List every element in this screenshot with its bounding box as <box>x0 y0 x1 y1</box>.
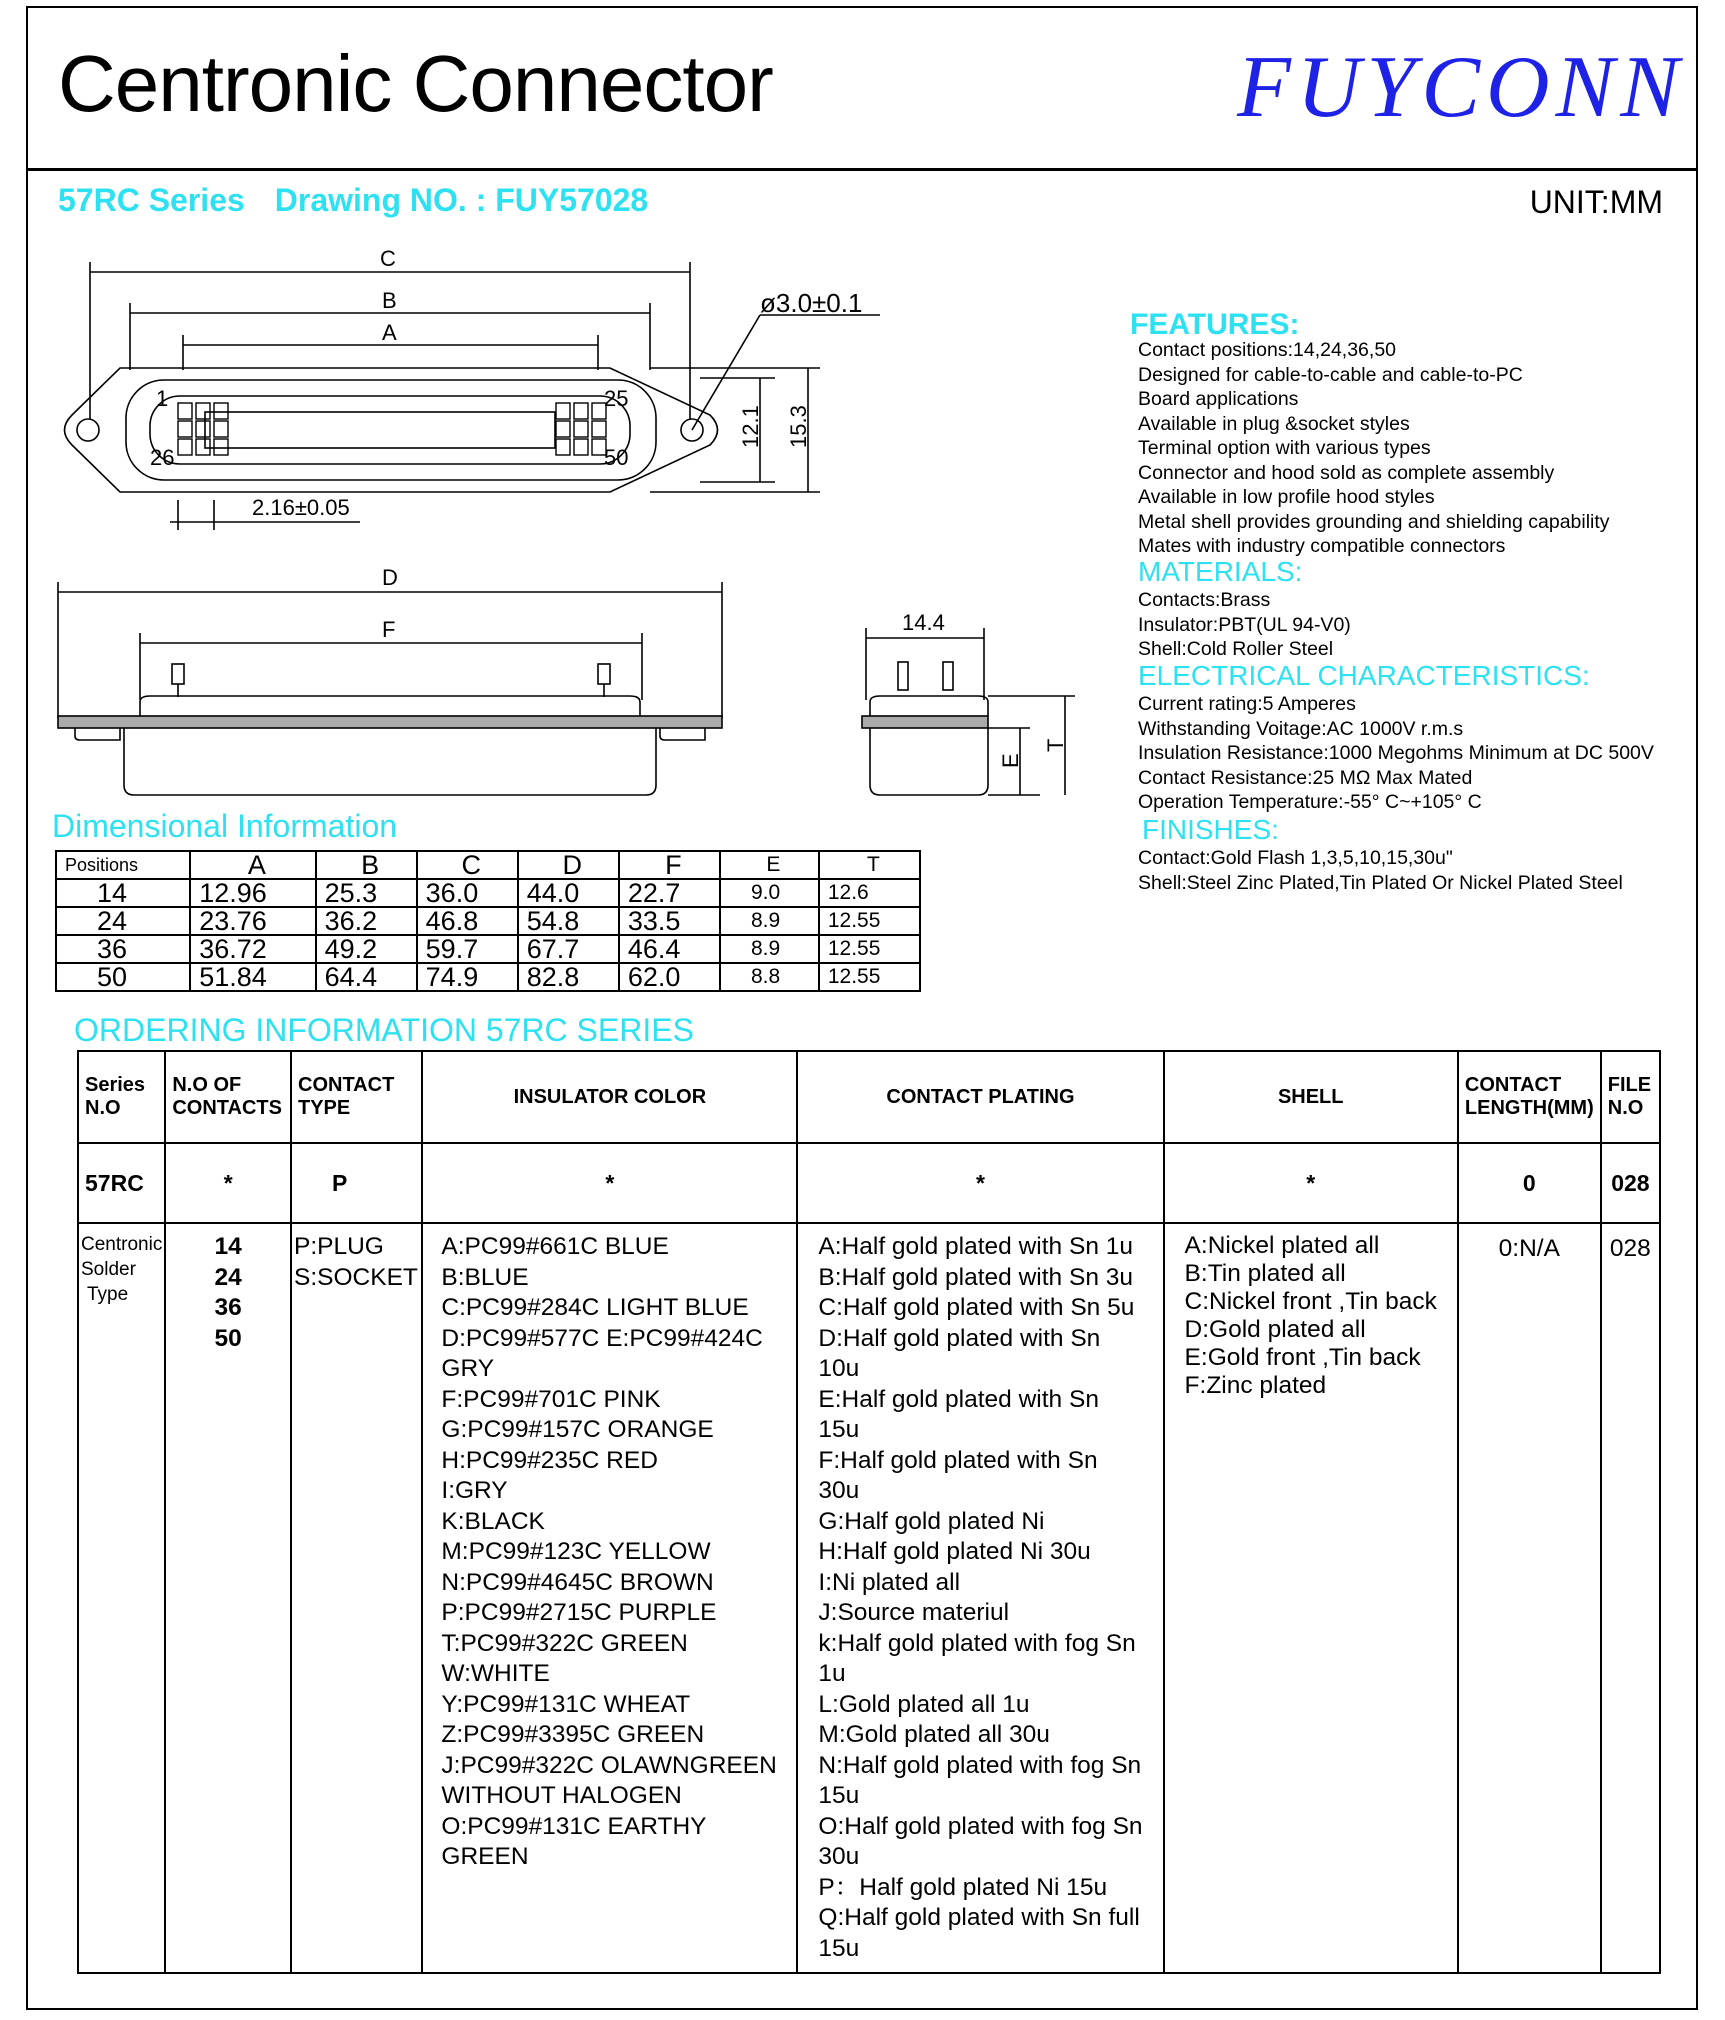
list-item: 36 <box>214 1294 242 1321</box>
cell: 12.55 <box>819 935 920 963</box>
cell: 12.6 <box>819 879 920 907</box>
code-shell: * <box>1164 1143 1458 1223</box>
dimension-table <box>55 850 921 992</box>
feature-item: Board applications <box>1138 388 1299 410</box>
material-item: Shell:Cold Roller Steel <box>1138 638 1334 660</box>
header-divider <box>26 168 1698 171</box>
cell: 36 <box>56 935 190 963</box>
list-item: J:PC99#322C OLAWNGREEN <box>441 1751 777 1779</box>
list-item: O:Half gold plated with fog Sn <box>818 1812 1143 1840</box>
list-item: G:Half gold plated Ni <box>818 1507 1045 1535</box>
pin-label-1: 1 <box>156 386 169 411</box>
cell: 50 <box>56 963 190 991</box>
cell: 12.96 <box>190 879 315 907</box>
electrical-heading: ELECTRICAL CHARACTERISTICS: <box>1138 660 1590 691</box>
list-item: 10u <box>818 1355 860 1382</box>
header-file-no: FILE N.O <box>1601 1051 1660 1143</box>
code-file: 028 <box>1601 1143 1660 1223</box>
list-item: I:GRY <box>441 1477 508 1504</box>
finish-item: Shell:Steel Zinc Plated,Tin Plated Or Nickel Plated Steel <box>1138 871 1623 894</box>
cell: 9.0 <box>720 879 819 907</box>
list-item: M:Gold plated all 30u <box>818 1721 1050 1748</box>
series-line <box>58 182 648 219</box>
list-item: C:Nickel front ,Tin back <box>1184 1288 1437 1315</box>
pin-label-26: 26 <box>150 445 175 470</box>
header-shell: SHELL <box>1164 1051 1458 1143</box>
dim-label-e: E <box>998 753 1023 768</box>
list-item: GRY <box>441 1355 495 1382</box>
file-option: 028 <box>1601 1223 1660 1973</box>
list-item: W:WHITE <box>441 1660 550 1687</box>
list-item: Centronic <box>81 1234 163 1255</box>
electrical-list <box>1138 692 1654 815</box>
material-item: Contacts:Brass <box>1138 589 1271 611</box>
series-name: 57RC Series <box>58 182 245 218</box>
drawing-number: Drawing NO. : FUY57028 <box>274 182 649 218</box>
header-e: E <box>720 851 819 879</box>
header-b: B <box>316 851 417 879</box>
list-item: K:BLACK <box>441 1507 545 1535</box>
dim-label-c: C <box>380 246 396 271</box>
list-item: G:PC99#157C ORANGE <box>441 1416 714 1443</box>
list-item: WITHOUT HALOGEN <box>441 1782 682 1809</box>
features-list <box>1138 338 1610 559</box>
list-item: I:Ni plated all <box>818 1568 961 1596</box>
dim-label-a: A <box>382 320 397 345</box>
features-heading: FEATURES: <box>1130 308 1300 341</box>
dim-label-t: T <box>1043 738 1068 752</box>
finishes-list <box>1138 846 1623 895</box>
header-f: F <box>619 851 720 879</box>
header-c: C <box>417 851 518 879</box>
list-item: k:Half gold plated with fog Sn <box>818 1629 1136 1657</box>
technical-drawing <box>40 240 1100 800</box>
cell: 59.7 <box>417 935 518 963</box>
code-series: 57RC <box>78 1143 165 1223</box>
list-item: C:PC99#284C LIGHT BLUE <box>441 1294 749 1321</box>
cell: 74.9 <box>417 963 518 991</box>
electrical-item: Contact Resistance:25 MΩ Max Mated <box>1138 766 1473 789</box>
list-item: 24 <box>214 1263 242 1291</box>
list-item: B:Half gold plated with Sn 3u <box>818 1263 1134 1291</box>
dim-label-h1: 12.1 <box>738 405 763 448</box>
list-item: N:PC99#4645C BROWN <box>441 1568 714 1596</box>
list-item: 14 <box>214 1233 242 1260</box>
cell: 67.7 <box>518 935 619 963</box>
electrical-item: Operation Temperature:-55° C~+105° C <box>1138 791 1482 813</box>
list-item: Q:Half gold plated with Sn full <box>818 1904 1140 1931</box>
ordering-table <box>77 1050 1661 1974</box>
cell: 33.5 <box>619 907 720 935</box>
insulator-options <box>422 1223 797 1973</box>
feature-item: Contact positions:14,24,36,50 <box>1138 339 1397 361</box>
table-row <box>56 935 920 963</box>
list-item: Type <box>87 1284 129 1305</box>
cell: 24 <box>56 907 190 935</box>
feature-item: Metal shell provides grounding and shielding capability <box>1138 510 1610 533</box>
materials-heading: MATERIALS: <box>1138 556 1303 587</box>
list-item: 15u <box>818 1934 860 1962</box>
cell: 8.9 <box>720 907 819 935</box>
feature-item: Designed for cable-to-cable and cable-to-PC <box>1138 363 1523 386</box>
cell: 8.9 <box>720 935 819 963</box>
code-type: P <box>291 1143 422 1223</box>
cell: 51.84 <box>190 963 315 991</box>
cell: 23.76 <box>190 907 315 935</box>
list-item: Solder <box>81 1259 136 1280</box>
ordering-options-row <box>78 1223 1660 1973</box>
electrical-item: Insulation Resistance:1000 Megohms Minimum at DC 500V <box>1138 742 1654 764</box>
list-item: F:Half gold plated with Sn <box>818 1446 1098 1474</box>
list-item: H:PC99#235C RED <box>441 1446 658 1474</box>
list-item: C:Half gold plated with Sn 5u <box>818 1294 1135 1321</box>
material-item: Insulator:PBT(UL 94-V0) <box>1138 613 1351 636</box>
list-item: D:Gold plated all <box>1184 1316 1366 1343</box>
list-item: 1u <box>818 1660 846 1687</box>
list-item: E:Half gold plated with Sn <box>818 1385 1099 1413</box>
dim-label-w: 14.4 <box>902 610 945 635</box>
cell: 36.2 <box>316 907 417 935</box>
electrical-item: Current rating:5 Amperes <box>1138 693 1356 715</box>
cell: 46.8 <box>417 907 518 935</box>
table-row <box>56 907 920 935</box>
cell: 22.7 <box>619 879 720 907</box>
dim-label-b: B <box>382 288 397 313</box>
dim-label-h2: 15.3 <box>786 405 811 448</box>
cell: 54.8 <box>518 907 619 935</box>
cell: 25.3 <box>316 879 417 907</box>
cell: 46.4 <box>619 935 720 963</box>
list-item: 30u <box>818 1843 860 1870</box>
cell: 12.55 <box>819 963 920 991</box>
list-item: A:Half gold plated with Sn 1u <box>818 1233 1134 1260</box>
header-a: A <box>190 851 315 879</box>
list-item: D:PC99#577C E:PC99#424C <box>441 1324 763 1352</box>
pin-label-25: 25 <box>604 386 629 411</box>
feature-item: Available in plug &socket styles <box>1138 412 1410 435</box>
list-item: A:Nickel plated all <box>1184 1232 1380 1259</box>
code-plating: * <box>797 1143 1163 1223</box>
list-item: P:PLUG <box>294 1233 384 1260</box>
list-item: O:PC99#131C EARTHY <box>441 1812 707 1840</box>
unit-label: UNIT:MM <box>1529 184 1663 220</box>
dim-label-d: D <box>382 565 398 590</box>
list-item: F:Zinc plated <box>1184 1372 1327 1399</box>
header-d: D <box>518 851 619 879</box>
list-item: GREEN <box>441 1843 529 1870</box>
list-item: H:Half gold plated Ni 30u <box>818 1538 1091 1565</box>
header-contact-type: CONTACT TYPE <box>291 1051 422 1143</box>
cell: 8.8 <box>720 963 819 991</box>
dimensional-heading: Dimensional Information <box>52 808 398 844</box>
plating-options <box>797 1223 1163 1973</box>
cell: 36.0 <box>417 879 518 907</box>
contacts-options <box>165 1223 291 1973</box>
header-series-no: Series N.O <box>78 1051 165 1143</box>
dim-label-f: F <box>382 617 396 642</box>
cell: 36.72 <box>190 935 315 963</box>
cell: 64.4 <box>316 963 417 991</box>
series-description <box>78 1223 165 1973</box>
page-title: Centronic Connector <box>58 39 773 128</box>
dim-label-pitch: 2.16±0.05 <box>252 495 350 520</box>
list-item: D:Half gold plated with Sn <box>818 1324 1101 1352</box>
ordering-heading: ORDERING INFORMATION 57RC SERIES <box>74 1012 694 1048</box>
table-header-row <box>56 851 920 879</box>
finish-item: Contact:Gold Flash 1,3,5,10,15,30u" <box>1138 847 1453 869</box>
list-item: 15u <box>818 1416 860 1443</box>
feature-item: Connector and hood sold as complete assembly <box>1138 461 1555 484</box>
list-item: B:Tin plated all <box>1184 1260 1346 1287</box>
list-item: P:PC99#2715C PURPLE <box>441 1599 717 1626</box>
list-item: Y:PC99#131C WHEAT <box>441 1690 691 1718</box>
cell: 82.8 <box>518 963 619 991</box>
ordering-code-row <box>78 1143 1660 1223</box>
list-item: A:PC99#661C BLUE <box>441 1233 669 1260</box>
cell: 49.2 <box>316 935 417 963</box>
list-item: L:Gold plated all 1u <box>818 1690 1030 1718</box>
list-item: E:Gold front ,Tin back <box>1184 1344 1421 1371</box>
code-insulator: * <box>422 1143 797 1223</box>
header-t: T <box>819 851 920 879</box>
header-contact-length: CONTACT LENGTH(MM) <box>1458 1051 1601 1143</box>
feature-item: Mates with industry compatible connectors <box>1138 535 1506 557</box>
ordering-header-row <box>78 1051 1660 1143</box>
list-item: B:BLUE <box>441 1263 529 1291</box>
list-item: 50 <box>214 1324 242 1352</box>
table-row <box>56 963 920 991</box>
cell: 62.0 <box>619 963 720 991</box>
electrical-item: Withstanding Voitage:AC 1000V r.m.s <box>1138 717 1464 740</box>
header-positions: Positions <box>56 851 190 879</box>
feature-item: Terminal option with various types <box>1138 437 1431 459</box>
code-contacts: * <box>165 1143 291 1223</box>
cell: 44.0 <box>518 879 619 907</box>
finishes-heading: FINISHES: <box>1142 814 1279 845</box>
header-contact-plating: CONTACT PLATING <box>797 1051 1163 1143</box>
length-option: 0:N/A <box>1458 1223 1601 1973</box>
list-item: T:PC99#322C GREEN <box>441 1629 688 1657</box>
list-item: S:SOCKET <box>294 1263 418 1291</box>
list-item: Z:PC99#3395C GREEN <box>441 1721 705 1748</box>
list-item: P：Half gold plated Ni 15u <box>818 1873 1108 1901</box>
materials-list <box>1138 588 1351 662</box>
code-length: 0 <box>1458 1143 1601 1223</box>
contact-type-options <box>291 1223 422 1973</box>
cell: 14 <box>56 879 190 907</box>
brand-logo: FUYCONN <box>1237 39 1685 136</box>
list-item: J:Source materiul <box>818 1599 1010 1626</box>
header-insulator-color: INSULATOR COLOR <box>422 1051 797 1143</box>
table-row <box>56 879 920 907</box>
cell: 12.55 <box>819 907 920 935</box>
feature-item: Available in low profile hood styles <box>1138 486 1435 508</box>
list-item: N:Half gold plated with fog Sn <box>818 1751 1142 1779</box>
header-no-of-contacts: N.O OF CONTACTS <box>165 1051 291 1143</box>
shell-options <box>1164 1223 1458 1973</box>
list-item: F:PC99#701C PINK <box>441 1385 661 1413</box>
pin-label-50: 50 <box>604 445 629 470</box>
list-item: M:PC99#123C YELLOW <box>441 1538 711 1565</box>
dim-label-hole: ø3.0±0.1 <box>760 288 863 318</box>
list-item: 30u <box>818 1477 860 1504</box>
list-item: 15u <box>818 1782 860 1809</box>
